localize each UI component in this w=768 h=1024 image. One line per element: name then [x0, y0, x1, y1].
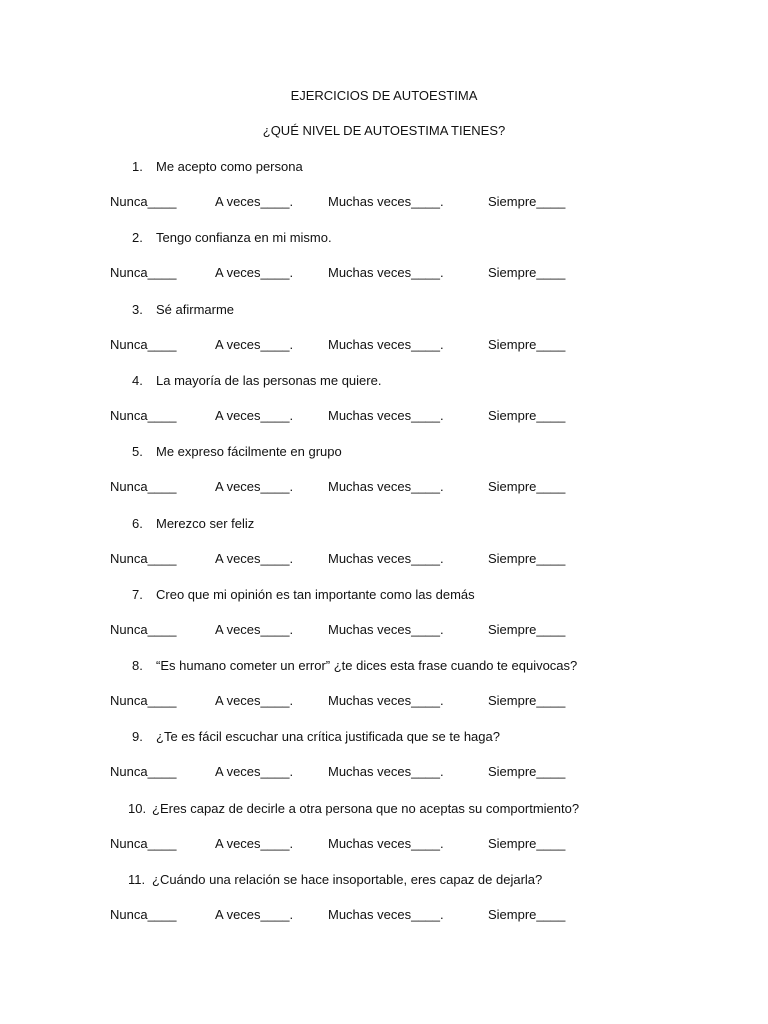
option-muchas-veces[interactable]: Muchas veces____.: [328, 764, 444, 779]
document-title: EJERCICIOS DE AUTOESTIMA: [290, 88, 478, 103]
question-text: Me acepto como persona: [156, 159, 303, 174]
option-siempre[interactable]: Siempre____: [488, 551, 566, 566]
option-muchas-veces[interactable]: Muchas veces____.: [328, 337, 444, 352]
question-item: [128, 872, 543, 887]
option-muchas-veces[interactable]: Muchas veces____.: [328, 408, 444, 423]
option-a-veces[interactable]: A veces____.: [215, 194, 294, 209]
option-muchas-veces[interactable]: Muchas veces____.: [328, 265, 444, 280]
option-muchas-veces[interactable]: Muchas veces____.: [328, 551, 444, 566]
question-number: 7.: [132, 587, 143, 602]
option-a-veces[interactable]: A veces____.: [215, 551, 294, 566]
question-number: 6.: [132, 516, 143, 531]
option-nunca[interactable]: Nunca____: [110, 907, 177, 922]
option-siempre[interactable]: Siempre____: [488, 479, 566, 494]
option-a-veces[interactable]: A veces____.: [215, 836, 294, 851]
question-item: [132, 302, 234, 317]
option-nunca[interactable]: Nunca____: [110, 194, 177, 209]
question-number: 3.: [132, 302, 143, 317]
question-text: Merezco ser feliz: [156, 516, 255, 531]
option-a-veces[interactable]: A veces____.: [215, 622, 294, 637]
question-item: [128, 801, 580, 816]
question-number: 10.: [128, 801, 147, 816]
option-siempre[interactable]: Siempre____: [488, 194, 566, 209]
question-number: 9.: [132, 729, 143, 744]
question-number: 2.: [132, 230, 143, 245]
question-text: Sé afirmarme: [156, 302, 235, 317]
option-a-veces[interactable]: A veces____.: [215, 693, 294, 708]
option-siempre[interactable]: Siempre____: [488, 622, 566, 637]
option-muchas-veces[interactable]: Muchas veces____.: [328, 194, 444, 209]
question-text: ¿Eres capaz de decirle a otra persona que no aceptas su comportmiento?: [152, 801, 580, 816]
option-nunca[interactable]: Nunca____: [110, 337, 177, 352]
option-a-veces[interactable]: A veces____.: [215, 479, 294, 494]
option-siempre[interactable]: Siempre____: [488, 836, 566, 851]
option-nunca[interactable]: Nunca____: [110, 408, 177, 423]
question-text: La mayoría de las personas me quiere.: [156, 373, 382, 388]
option-nunca[interactable]: Nunca____: [110, 836, 177, 851]
question-text: “Es humano cometer un error” ¿te dices esta frase cuando te equivocas?: [156, 658, 578, 673]
question-number: 4.: [132, 373, 143, 388]
option-siempre[interactable]: Siempre____: [488, 764, 566, 779]
option-nunca[interactable]: Nunca____: [110, 551, 177, 566]
question-item: [132, 159, 303, 174]
option-siempre[interactable]: Siempre____: [488, 408, 566, 423]
option-muchas-veces[interactable]: Muchas veces____.: [328, 907, 444, 922]
option-a-veces[interactable]: A veces____.: [215, 337, 294, 352]
question-text: Me expreso fácilmente en grupo: [156, 444, 342, 459]
option-a-veces[interactable]: A veces____.: [215, 764, 294, 779]
option-muchas-veces[interactable]: Muchas veces____.: [328, 479, 444, 494]
option-muchas-veces[interactable]: Muchas veces____.: [328, 693, 444, 708]
question-number: 5.: [132, 444, 143, 459]
question-text: ¿Cuándo una relación se hace insoportable, eres capaz de dejarla?: [152, 872, 543, 887]
option-nunca[interactable]: Nunca____: [110, 622, 177, 637]
question-number: 11.: [128, 872, 146, 887]
option-a-veces[interactable]: A veces____.: [215, 408, 294, 423]
option-siempre[interactable]: Siempre____: [488, 265, 566, 280]
option-nunca[interactable]: Nunca____: [110, 265, 177, 280]
question-item: [132, 587, 475, 602]
question-item: [132, 516, 254, 531]
option-a-veces[interactable]: A veces____.: [215, 907, 294, 922]
question-number: 8.: [132, 658, 143, 673]
option-siempre[interactable]: Siempre____: [488, 907, 566, 922]
question-item: [132, 230, 332, 245]
option-muchas-veces[interactable]: Muchas veces____.: [328, 622, 444, 637]
question-text: Tengo confianza en mi mismo.: [156, 230, 332, 245]
question-item: [132, 658, 577, 673]
option-nunca[interactable]: Nunca____: [110, 479, 177, 494]
question-text: ¿Te es fácil escuchar una crítica justificada que se te haga?: [156, 729, 500, 744]
option-nunca[interactable]: Nunca____: [110, 693, 177, 708]
document-subtitle: ¿QUÉ NIVEL DE AUTOESTIMA TIENES?: [262, 123, 506, 138]
option-siempre[interactable]: Siempre____: [488, 693, 566, 708]
option-nunca[interactable]: Nunca____: [110, 764, 177, 779]
option-a-veces[interactable]: A veces____.: [215, 265, 294, 280]
option-muchas-veces[interactable]: Muchas veces____.: [328, 836, 444, 851]
question-item: [132, 444, 342, 459]
question-item: [132, 373, 381, 388]
option-siempre[interactable]: Siempre____: [488, 337, 566, 352]
question-number: 1.: [132, 159, 143, 174]
question-item: [132, 729, 500, 744]
question-text: Creo que mi opinión es tan importante como las demás: [156, 587, 475, 602]
